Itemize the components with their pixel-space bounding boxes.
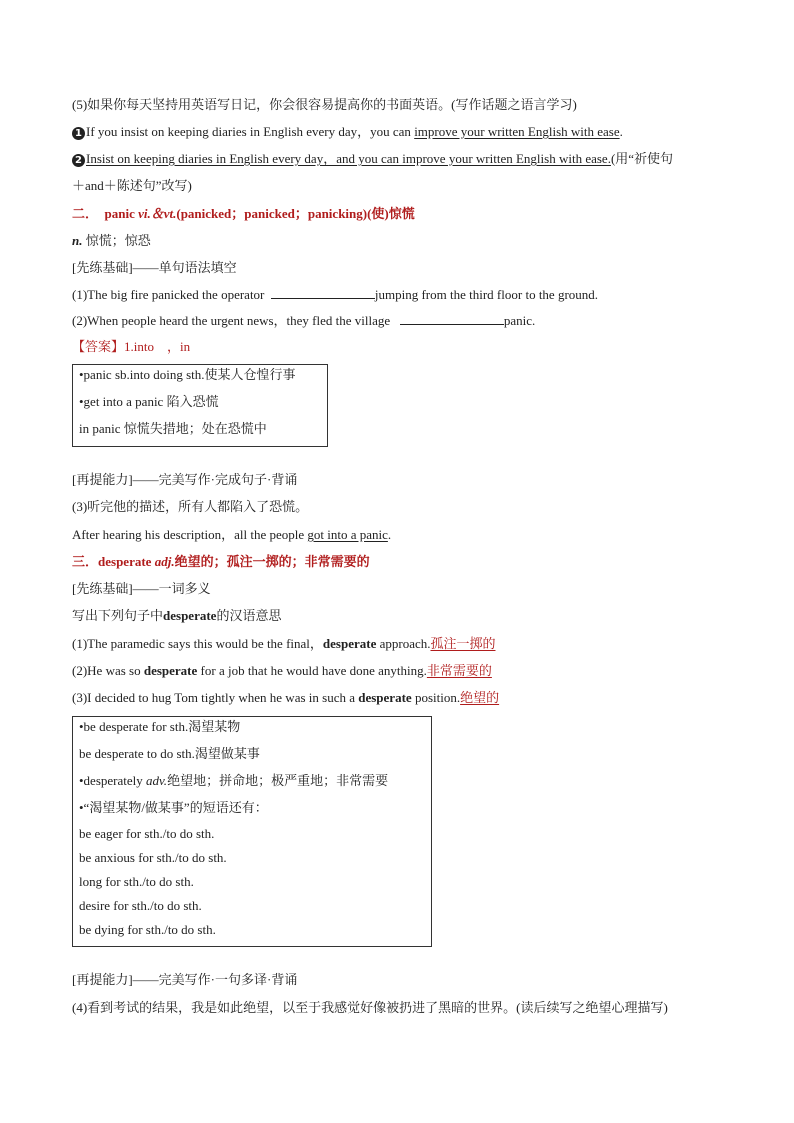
phrase-line	[79, 773, 388, 789]
panic-question-2	[72, 311, 535, 330]
q3-answer: got into a panic	[307, 527, 388, 542]
phrase-meaning: 绝望地；拼命地；极严重地；非常需要	[167, 773, 389, 788]
s3-answer: 绝望的	[460, 690, 500, 705]
desperate-heading-pos: adj.	[154, 554, 175, 569]
instruction-end: 的汉语意思	[216, 608, 282, 623]
panic-heading-pos: vi.＆vt.	[138, 206, 177, 221]
panic-heading-word: panic	[104, 206, 139, 221]
panic-question-3-english	[72, 526, 391, 544]
desperate-ability-label: [再提能力]——完美写作·一句多译·背诵	[72, 972, 298, 987]
s3-text-start: (3)I decided to hug Tom tightly when he was in such a	[72, 690, 359, 705]
s2-keyword: desperate	[143, 663, 198, 678]
circled-number-2: 2	[72, 154, 85, 167]
s2-text-start: (2)He was so	[72, 663, 144, 678]
noun-pos: n.	[72, 233, 83, 248]
q1-text-start: (1)The big fire panicked the operator	[72, 287, 265, 302]
panic-question-1	[72, 285, 598, 304]
panic-heading	[72, 205, 415, 223]
phrase-line: long for sth./to do sth.	[79, 874, 194, 889]
option-1-answer: improve your written English with ease	[414, 124, 620, 139]
q3-period: .	[387, 527, 392, 542]
panic-basic-label: [先练基础]——单句语法填空	[72, 260, 237, 275]
q1-text-end: jumping from the third floor to the ground.	[374, 287, 599, 302]
phrase-line: •get into a panic 陷入恐慌	[79, 394, 219, 409]
s2-answer: 非常需要的	[426, 663, 492, 678]
phrase-line: in panic 惊慌失措地；处在恐慌中	[79, 421, 267, 436]
desperate-phrase-box	[72, 716, 432, 947]
desperate-heading	[72, 553, 370, 571]
noun-meaning: 惊慌；惊恐	[85, 233, 151, 248]
desperate-sentence-2	[72, 662, 492, 680]
s3-keyword: desperate	[358, 690, 412, 705]
panic-ability-label: [再提能力]——完美写作·完成句子·背诵	[72, 472, 298, 487]
desperate-instruction	[72, 607, 281, 625]
desperate-basic-label: [先练基础]——一词多义	[72, 581, 211, 596]
panic-phrase-box	[72, 364, 328, 447]
s1-keyword: desperate	[322, 636, 377, 651]
sentence-5-chinese: (5)如果你每天坚持用英语写日记，你会很容易提高你的书面英语。(写作话题之语言学习)	[72, 97, 577, 112]
phrase-line: be dying for sth./to do sth.	[79, 922, 216, 937]
desperate-heading-word: desperate	[98, 554, 155, 569]
option-2-note-continued: ＋and＋陈述句”改写)	[72, 178, 192, 193]
option-2-answer: Insist on keeping diaries in English every day，and you can improve your written English with ease.	[86, 151, 611, 166]
phrase-line: be anxious for sth./to do sth.	[79, 850, 227, 865]
s3-text-end: position.	[411, 690, 461, 705]
option-1	[72, 123, 623, 141]
option-1-text: If you insist on keeping diaries in English every day，you can	[86, 124, 415, 139]
phrase-word: •desperately	[79, 773, 146, 788]
instruction-word: desperate	[163, 608, 217, 623]
desperate-heading-number: 三．	[72, 554, 99, 569]
s1-text-start: (1)The paramedic says this would be the final，	[72, 636, 323, 651]
s1-answer: 孤注一掷的	[430, 636, 496, 651]
phrase-line: be eager for sth./to do sth.	[79, 826, 215, 841]
q2-text-end: panic.	[503, 313, 536, 328]
desperate-sentence-3	[72, 689, 499, 707]
panic-heading-number: 二．	[72, 206, 99, 221]
panic-noun-line	[72, 232, 151, 250]
instruction-start: 写出下列句子中	[72, 608, 164, 623]
option-2-note: (用“祈使句	[610, 151, 674, 166]
desperate-sentence-1	[72, 635, 496, 653]
phrase-line: •be desperate for sth.渴望某物	[79, 719, 241, 734]
q2-blank	[400, 311, 504, 325]
circled-number-1: 1	[72, 127, 85, 140]
phrase-line: •“渴望某物/做某事”的短语还有：	[79, 800, 268, 815]
phrase-pos: adv.	[146, 773, 168, 788]
option-2	[72, 150, 673, 168]
panic-answer: 【答案】1.into ，in	[72, 339, 191, 354]
q1-blank	[271, 285, 375, 299]
panic-question-3-chinese: (3)听完他的描述，所有人都陷入了恐慌。	[72, 499, 309, 514]
phrase-line: desire for sth./to do sth.	[79, 898, 202, 913]
phrase-line: •panic sb.into doing sth.使某人仓惶行事	[79, 367, 296, 382]
option-1-period: .	[619, 124, 623, 139]
panic-heading-forms: (panicked；panicked；panicking)(使)惊慌	[176, 206, 415, 221]
s2-text-end: for a job that he would have done anything.	[197, 663, 427, 678]
s1-text-end: approach.	[376, 636, 431, 651]
q2-text-start: (2)When people heard the urgent news，they fled the village	[72, 313, 391, 328]
phrase-line: be desperate to do sth.渴望做某事	[79, 746, 260, 761]
q3-text: After hearing his description，all the people	[72, 527, 308, 542]
desperate-question-4-chinese: (4)看到考试的结果，我是如此绝望，以至于我感觉好像被扔进了黑暗的世界。(读后续写之绝望心理描写)	[72, 1000, 668, 1015]
desperate-heading-meanings: 绝望的；孤注一掷的；非常需要的	[174, 554, 370, 569]
